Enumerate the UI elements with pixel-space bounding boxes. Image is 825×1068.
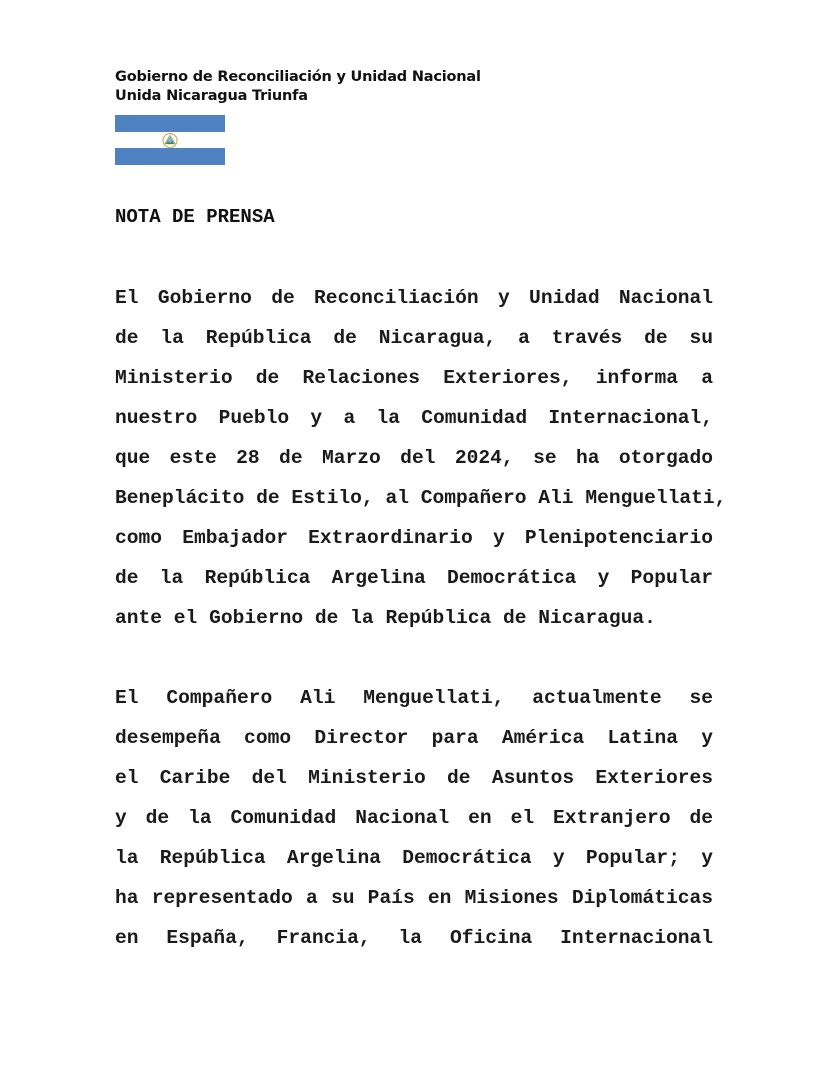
paragraph-2 <box>115 678 713 958</box>
text-line: ante el Gobierno de la República de Nicaragua. <box>115 607 656 629</box>
text-line: El Compañero Ali Menguellati, actualmente se <box>115 687 713 709</box>
text-line: que este 28 de Marzo del 2024, se ha otorgado <box>115 447 713 469</box>
text-line: ha representado a su País en Misiones Diplomáticas <box>115 887 713 909</box>
text-line: de la República Argelina Democrática y Popular <box>115 567 713 589</box>
text-line: el Caribe del Ministerio de Asuntos Exteriores <box>115 767 713 789</box>
text-line: desempeña como Director para América Latina y <box>115 727 713 749</box>
text-line: la República Argelina Democrática y Popular; y <box>115 847 713 869</box>
text-line: El Gobierno de Reconciliación y Unidad Nacional <box>115 287 713 309</box>
text-line: en España, Francia, la Oficina Internacional <box>115 927 713 949</box>
letterhead-line-1: Gobierno de Reconciliación y Unidad Nacional <box>115 69 481 85</box>
coat-of-arms-icon <box>161 132 179 149</box>
text-line: Ministerio de Relaciones Exteriores, informa a <box>115 367 713 389</box>
flag-band-bottom <box>115 148 225 165</box>
text-line: como Embajador Extraordinario y Plenipotenciario <box>115 527 713 549</box>
flag-band-top <box>115 115 225 132</box>
text-line: y de la Comunidad Nacional en el Extranjero de <box>115 807 713 829</box>
text-line: nuestro Pueblo y a la Comunidad Internacional, <box>115 407 713 429</box>
nicaragua-flag-icon <box>115 115 225 165</box>
paragraph-1 <box>115 278 727 638</box>
text-line: Beneplácito de Estilo, al Compañero Ali Menguellati, <box>115 487 727 509</box>
flag-band-middle <box>115 132 225 149</box>
letterhead <box>115 68 481 106</box>
document-title: NOTA DE PRENSA <box>115 206 275 228</box>
text-line: de la República de Nicaragua, a través de su <box>115 327 713 349</box>
letterhead-line-2: Unida Nicaragua Triunfa <box>115 88 308 104</box>
